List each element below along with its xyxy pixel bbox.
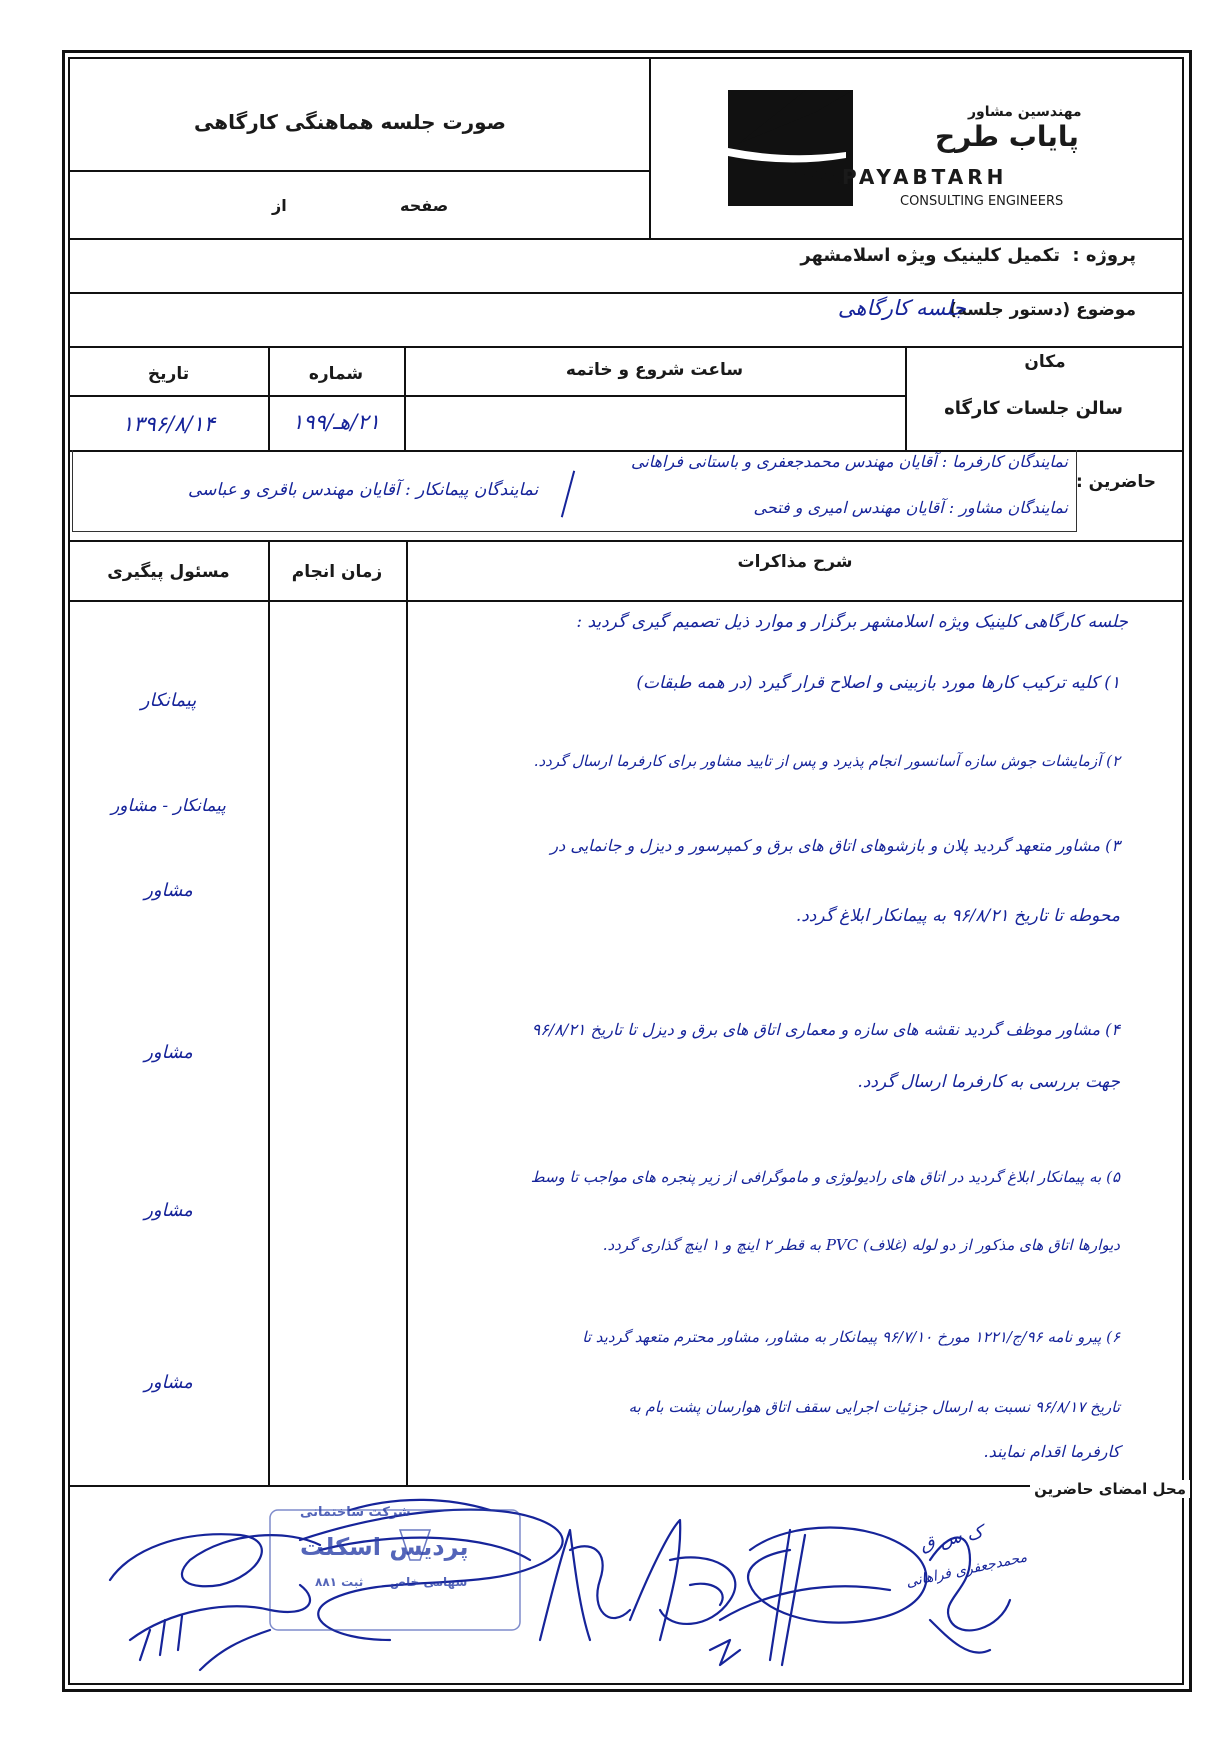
responsible-item-2: پیمانکار - مشاور [111, 796, 226, 816]
project-label: پروژه : [1072, 245, 1136, 266]
table-header-line [69, 600, 1183, 602]
responsible-item-4: مشاور [144, 1042, 193, 1063]
discussion-item-3-line-2: محوطه تا تاریخ ۹۶/۸/۲۱ به پیمانکار ابلاغ گردد. [795, 906, 1120, 926]
logo-name-en: PAYABTARH [842, 165, 1008, 189]
discussion-intro: جلسه کارگاهی کلینیک ویژه اسلامشهر برگزار و موارد ذیل تصمیم گیری گردید : [576, 612, 1128, 632]
discussion-item-5-line-1: ۵) به پیمانکار ابلاغ گردید در اتاق های رادیولوژی و ماموگرافی از زیر پنجره های مواجب تا وسط [530, 1168, 1120, 1186]
company-stamp [270, 1510, 520, 1630]
stamp-line-1: شرکت ساختمانی [300, 1505, 411, 1520]
signatures-drawing [70, 1490, 1182, 1680]
logo-subtitle-en: CONSULTING ENGINEERS [900, 194, 1064, 209]
subject-label: موضوع (دستور جلسه) [949, 300, 1136, 320]
discussion-item-2-line-1: ۲) آزمایشات جوش سازه آسانسور انجام پذیرد و پس از تایید مشاور برای کارفرما ارسال گردد. [533, 752, 1120, 770]
company-logo [728, 90, 853, 206]
form-title: صورت جلسه هماهنگی کارگاهی [193, 110, 506, 134]
meta-header-line [69, 395, 905, 397]
meta-header-location: مکان [1024, 352, 1066, 372]
signature-note: ک س ق [918, 1521, 985, 1556]
discussion-item-5-line-2: دیوارها اتاق های مذکور از دو لوله (غلاف) PVC به قطر ۲ اینچ و ۱ اینچ گذاری گردد. [602, 1236, 1120, 1254]
discussion-item-6-line-2: تاریخ ۹۶/۸/۱۷ نسبت به ارسال جزئیات اجرایی سقف اتاق هوارسان پشت بام به [628, 1398, 1120, 1416]
logo-name-fa: پایاب طرح [935, 120, 1079, 153]
attendees-consultant: نمایندگان مشاور : آقایان مهندس امیری و فتحی [753, 498, 1068, 517]
table-divider-deadline [406, 540, 408, 1485]
subject-bottom-line [69, 346, 1183, 348]
stamp-line-3: سهامی خاص [390, 1575, 468, 1589]
subject-value: جلسه کارگاهی [837, 296, 966, 320]
meta-header-number: شماره [308, 364, 364, 384]
project-bottom-line [69, 292, 1183, 294]
table-header-deadline: زمان انجام [291, 562, 383, 582]
stamp-name: پردیس اسکلت [300, 1533, 469, 1561]
signature-name: محمدجعفری فراهانی [904, 1549, 1029, 1591]
table-header-responsible: مسئول پیگیری [107, 562, 230, 582]
logo-subtitle-fa: مهندسین مشاور [968, 104, 1082, 120]
attendees-bottom-line [69, 540, 1183, 542]
table-divider-responsible [268, 540, 270, 1485]
header-title-divider [69, 170, 649, 172]
logo-mark-icon [728, 90, 853, 206]
discussion-item-6-line-1: ۶) پیرو نامه ۹۶/ج/۱۲۲۱ مورخ ۹۶/۷/۱۰ پیمانکار به مشاور، مشاور محترم متعهد گردید تا [582, 1328, 1120, 1346]
discussion-item-4-line-2: جهت بررسی به کارفرما ارسال گردد. [857, 1072, 1120, 1092]
responsible-item-3: مشاور [144, 880, 193, 901]
meta-header-time: ساعت شروع و خاتمه [565, 360, 744, 380]
responsible-item-5: مشاور [144, 1200, 193, 1221]
discussion-item-4-line-1: ۴) مشاور موظف گردید نقشه های سازه و معماری اتاق های برق و دیزل تا تاریخ ۹۶/۸/۲۱ [531, 1020, 1120, 1039]
attendees-contractor: نمایندگان پیمانکار : آقایان مهندس باقری و عباسی [188, 480, 539, 500]
meta-header-date: تاریخ [147, 364, 190, 384]
header-bottom-line [69, 238, 1183, 240]
meta-value-date: ۱۳۹۶/۸/۱۴ [121, 412, 216, 436]
table-bottom-line [69, 1485, 1183, 1487]
discussion-item-3-line-1: ۳) مشاور متعهد گردید پلان و بازشوهای اتاق های برق و کمپرسور و دیزل و جانمایی در [550, 836, 1120, 855]
page-of-label: از [272, 196, 287, 215]
attendees-employer: نمایندگان کارفرما : آقایان مهندس محمدجعفری و باستانی فراهانی [630, 452, 1068, 471]
meta-value-location: سالن جلسات کارگاه [944, 398, 1123, 419]
meta-value-number: ۲۱/هـ/۱۹۹ [292, 410, 380, 434]
responsible-item-1: پیمانکار [140, 690, 197, 711]
attendees-label: حاضرین : [1075, 472, 1156, 492]
header-divider [649, 58, 651, 238]
discussion-item-6-line-3: کارفرما اقدام نمایند. [983, 1442, 1120, 1461]
table-header-description: شرح مذاکرات [737, 552, 853, 572]
responsible-item-6: مشاور [144, 1372, 193, 1393]
signatures-label: محل امضای حاضرین [1030, 1480, 1190, 1498]
stamp-registration: ثبت ۸۸۱ [315, 1575, 364, 1589]
project-value: تکمیل کلینیک ویژه اسلامشهر [800, 245, 1060, 266]
meta-divider-1 [268, 346, 270, 450]
discussion-item-1-line-1: ۱) کلیه ترکیب کارها مورد بازبینی و اصلاح قرار گیرد (در همه طبقات) [636, 673, 1120, 693]
page-label: صفحه [400, 196, 449, 215]
